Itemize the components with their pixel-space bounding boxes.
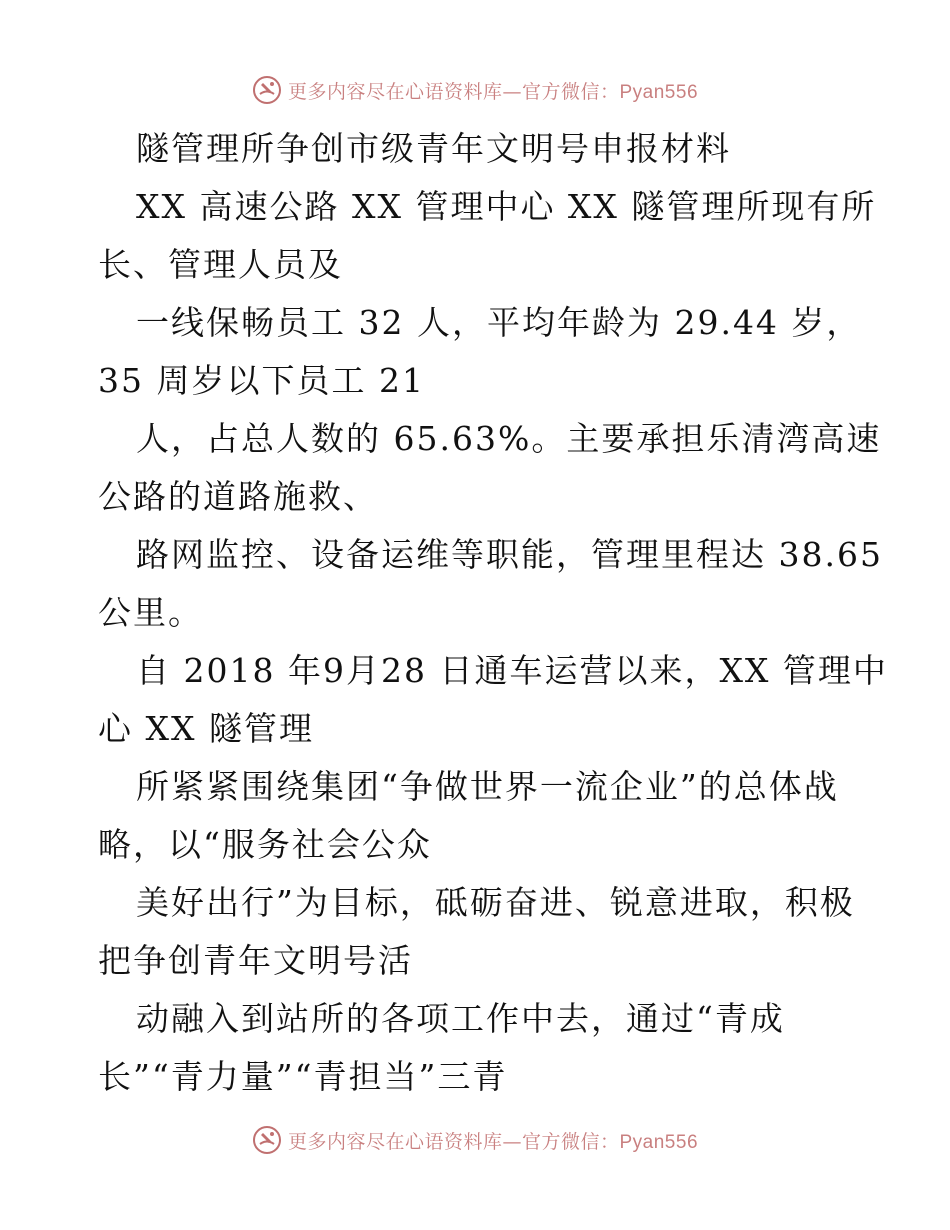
book-pen-logo-icon bbox=[252, 75, 282, 105]
document-body bbox=[98, 120, 888, 1106]
paragraph-line: 心 XX 隧管理 bbox=[98, 709, 314, 748]
book-pen-logo-icon bbox=[252, 1125, 282, 1155]
paragraph-line: 所紧紧围绕集团“争做世界一流企业”的总体战 bbox=[136, 767, 839, 806]
paragraph-line: 公路的道路施救、 bbox=[98, 477, 378, 516]
paragraph-line: 略，以“服务社会公众 bbox=[98, 825, 432, 864]
watermark-text: 更多内容尽在心语资料库—官方微信：Pyan556 bbox=[287, 80, 699, 103]
paragraph-line: 公里。 bbox=[98, 593, 203, 632]
footer-watermark bbox=[0, 1120, 950, 1160]
paragraph-line: 隧管理所争创市级青年文明号申报材料 bbox=[136, 129, 731, 168]
paragraph-line: 把争创青年文明号活 bbox=[98, 941, 413, 980]
paragraph-line: 美好出行”为目标，砥砺奋进、锐意进取，积极 bbox=[136, 883, 855, 922]
paragraph-line: 动融入到站所的各项工作中去，通过“青成 bbox=[136, 999, 785, 1038]
paragraph-line: XX 高速公路 XX 管理中心 XX 隧管理所现有所 bbox=[136, 187, 877, 226]
watermark-text: 更多内容尽在心语资料库—官方微信：Pyan556 bbox=[287, 1130, 699, 1153]
paragraph-line: 长、管理人员及 bbox=[98, 245, 343, 284]
paragraph-line: 路网监控、设备运维等职能，管理里程达 38.65 bbox=[136, 535, 883, 574]
paragraph-line: 人，占总人数的 65.63%。主要承担乐清湾高速 bbox=[136, 419, 882, 458]
paragraph-line: 一线保畅员工 32 人，平均年龄为 29.44 岁， bbox=[136, 303, 862, 342]
paragraph-line: 自 2018 年9月28 日通车运营以来，XX 管理中 bbox=[136, 651, 888, 690]
header-watermark bbox=[0, 70, 950, 110]
paragraph-line: 35 周岁以下员工 21 bbox=[98, 361, 425, 400]
paragraph-line: 长”“青力量”“青担当”三青 bbox=[98, 1057, 508, 1096]
